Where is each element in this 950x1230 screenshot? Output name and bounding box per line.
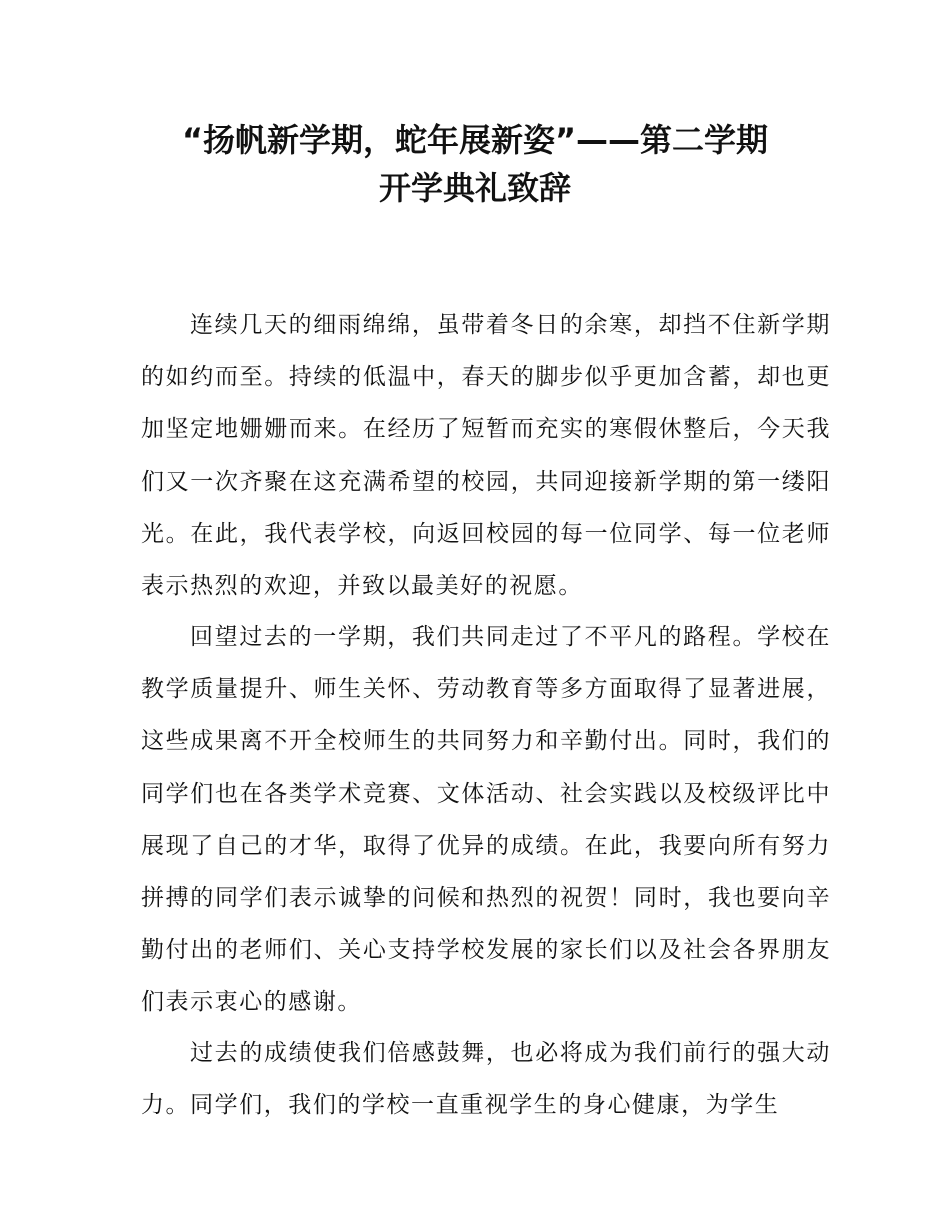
body-paragraph-1: 连续几天的细雨绵绵，虽带着冬日的余寒，却挡不住新学期的如约而至。持续的低温中，春天的脚步似乎更加含蓄，却也更加坚定地姗姗而来。在经历了短暂而充实的寒假休整后，今天我们又一次齐聚在这充满希望的校园，共同迎接新学期的第一缕阳光。在此，我代表学校，向返回校园的每一位同学、每一位老师表示热烈的欢迎，并致以最美好的祝愿。 — [141, 312, 831, 600]
body-paragraph-3: 过去的成绩使我们倍感鼓舞，也必将成为我们前行的强大动力。同学们，我们的学校一直重视学生的身心健康，为学生 — [141, 1040, 831, 1119]
document-title-line-2: 开学典礼致辞 — [378, 169, 571, 207]
document-title-line-1: “扬帆新学期，蛇年展新姿”——第二学期 — [181, 121, 769, 159]
body-paragraph-2: 回望过去的一学期，我们共同走过了不平凡的路程。学校在教学质量提升、师生关怀、劳动教育等多方面取得了显著进展，这些成果离不开全校师生的共同努力和辛勤付出。同时，我们的同学们也在各类学术竞赛、文体活动、社会实践以及校级评比中展现了自己的才华，取得了优异的成绩。在此，我要向所有努力拼搏的同学们表示诚挚的问候和热烈的祝贺！同时，我也要向辛勤付出的老师们、关心支持学校发展的家长们以及社会各界朋友们表示衷心的感谢。 — [141, 624, 831, 1016]
